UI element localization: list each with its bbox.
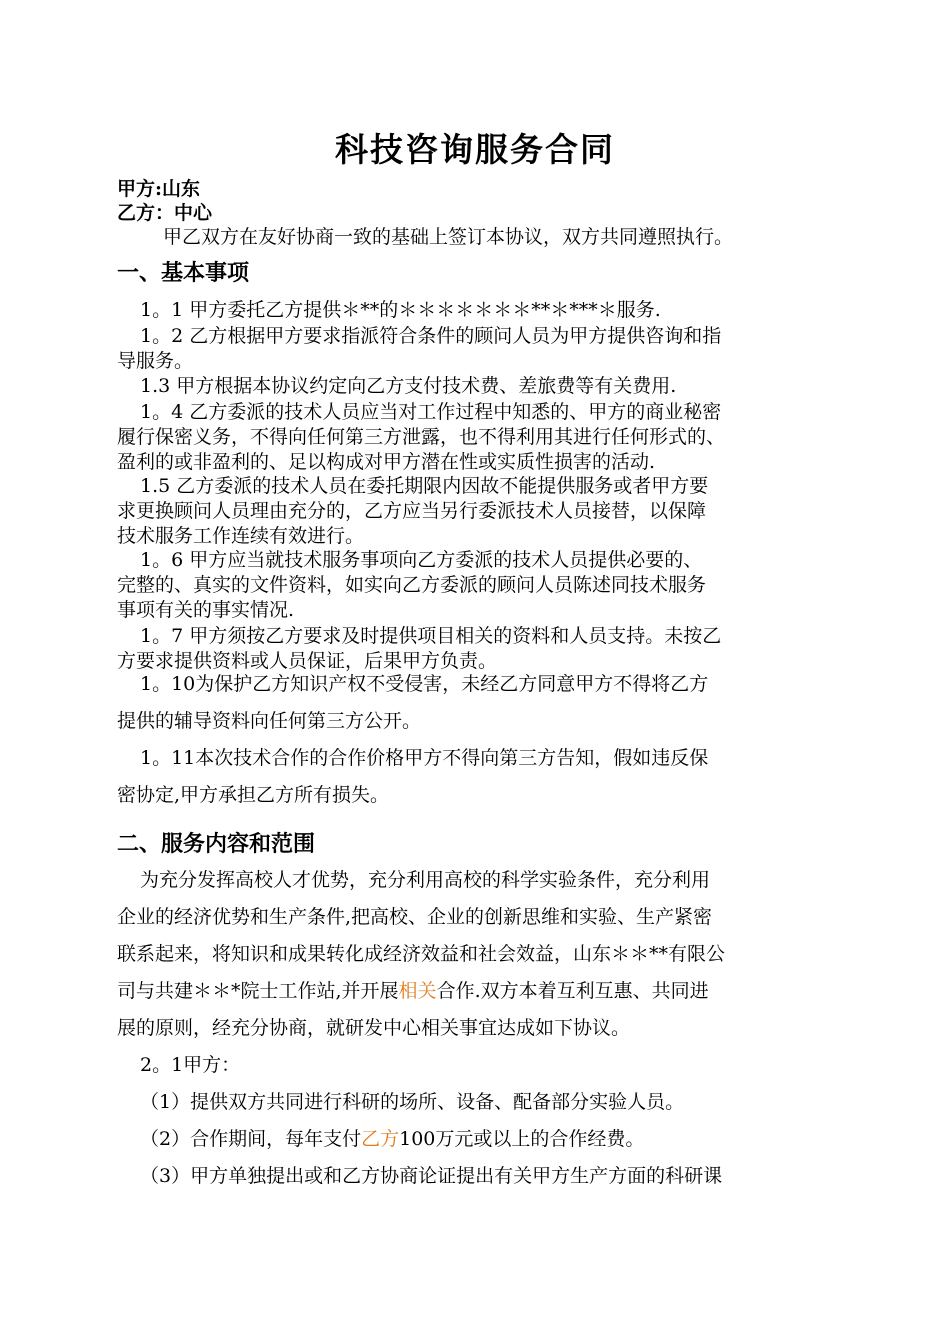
item-2-1-2 bbox=[140, 1121, 860, 1158]
clause-line: 1.3 甲方根据本协议约定向乙方支付技术费、差旅费等有关费用. bbox=[140, 375, 677, 397]
clause-line: 1.5 乙方委派的技术人员在委托期限内因故不能提供服务或者甲方要 bbox=[140, 475, 709, 497]
section-1-heading: 一、基本事项 bbox=[117, 260, 250, 286]
clause-line: 密协定,甲方承担乙方所有损失。 bbox=[117, 784, 390, 806]
text-run: （2）合作期间，每年支付 bbox=[140, 1128, 362, 1150]
text-run: 合作.双方本着互利互惠、共同进 bbox=[436, 980, 709, 1002]
clause-line: 完整的、真实的文件资料，如实向乙方委派的顾问人员陈述同技术服务 bbox=[117, 574, 707, 596]
intro-paragraph bbox=[163, 225, 883, 250]
clause-line: 1。7 甲方须按乙方要求及时提供项目相关的资料和人员支持。未按乙 bbox=[140, 625, 722, 647]
clause-line: 事项有关的事实情况. bbox=[117, 599, 295, 621]
clause-1-3 bbox=[140, 374, 860, 399]
paragraph-line: 为充分发挥高校人才优势，充分利用高校的科学实验条件，充分利用 bbox=[140, 869, 711, 891]
clause-line: 方要求提供资料或人员保证，后果甲方负责。 bbox=[117, 650, 498, 672]
item-2-1-3 bbox=[140, 1158, 860, 1195]
item-text: （1）提供双方共同进行科研的场所、设备、配备部分实验人员。 bbox=[140, 1091, 685, 1113]
party-b-line: 乙方：中心 bbox=[117, 202, 213, 224]
intro-text: 甲乙双方在友好协商一致的基础上签订本协议，双方共同遵照执行。 bbox=[163, 226, 734, 248]
clause-1-1 bbox=[140, 298, 860, 323]
clause-line: 盈利的或非盈利的、足以构成对甲方潜在性或实质性损害的活动. bbox=[117, 451, 656, 473]
clause-line: 提供的辅导资料向任何第三方公开。 bbox=[117, 710, 422, 732]
clause-1-6 bbox=[117, 548, 837, 623]
clause-line: 1。11本次技术合作的合作价格甲方不得向第三方告知，假如违反保 bbox=[140, 747, 709, 769]
paragraph-line bbox=[117, 973, 837, 1010]
clause-1-10 bbox=[117, 666, 837, 740]
clause-line: 1。4 乙方委派的技术人员应当对工作过程中知悉的、甲方的商业秘密 bbox=[140, 401, 722, 423]
clause-line: 1。10为保护乙方知识产权不受侵害，未经乙方同意甲方不得将乙方 bbox=[140, 673, 709, 695]
clause-1-11 bbox=[117, 740, 837, 814]
sub-heading-text: 2。1甲方： bbox=[140, 1054, 241, 1076]
highlighted-text: 乙方 bbox=[361, 1128, 400, 1150]
item-2-1-1 bbox=[140, 1084, 860, 1121]
item-text bbox=[140, 1121, 860, 1158]
highlighted-text: 相关 bbox=[398, 980, 437, 1002]
section-2-paragraph bbox=[117, 862, 837, 1047]
paragraph-line: 企业的经济优势和生产条件,把高校、企业的创新思维和实验、生产紧密 bbox=[117, 906, 713, 928]
clause-1-2 bbox=[117, 324, 837, 374]
paragraph-line: 联系起来，将知识和成果转化成经济效益和社会效益，山东＊＊**有限公 bbox=[117, 943, 726, 965]
clause-line: 技术服务工作连续有效进行。 bbox=[117, 525, 365, 547]
document-title: 科技咨询服务合同 bbox=[335, 130, 615, 169]
clause-line: 求更换顾问人员理由充分的，乙方应当另行委派技术人员接替，以保障 bbox=[117, 500, 707, 522]
clause-line: 导服务。 bbox=[117, 350, 194, 372]
section-2-heading: 二、服务内容和范围 bbox=[117, 831, 316, 857]
clause-1-4 bbox=[117, 400, 837, 475]
clause-line: 1。2 乙方根据甲方要求指派符合条件的顾问人员为甲方提供咨询和指 bbox=[140, 325, 722, 347]
text-run: 司与共建＊＊*院士工作站,并开展 bbox=[117, 980, 399, 1002]
text-run: 100万元或以上的合作经费。 bbox=[399, 1128, 645, 1150]
clause-line: 履行保密义务，不得向任何第三方泄露，也不得利用其进行任何形式的、 bbox=[117, 426, 726, 448]
sub-heading-2-1 bbox=[140, 1047, 860, 1084]
clause-line: 1。1 甲方委托乙方提供＊**的＊＊＊＊＊＊＊**＊***＊服务. bbox=[140, 299, 661, 321]
clause-line: 1。6 甲方应当就技术服务事项向乙方委派的技术人员提供必要的、 bbox=[140, 549, 703, 571]
clause-1-5 bbox=[117, 474, 837, 549]
party-a-line: 甲方:山东 bbox=[117, 178, 201, 200]
paragraph-line: 展的原则，经充分协商，就研发中心相关事宜达成如下协议。 bbox=[117, 1017, 631, 1039]
item-text: （3）甲方单独提出或和乙方协商论证提出有关甲方生产方面的科研课 bbox=[140, 1165, 723, 1187]
